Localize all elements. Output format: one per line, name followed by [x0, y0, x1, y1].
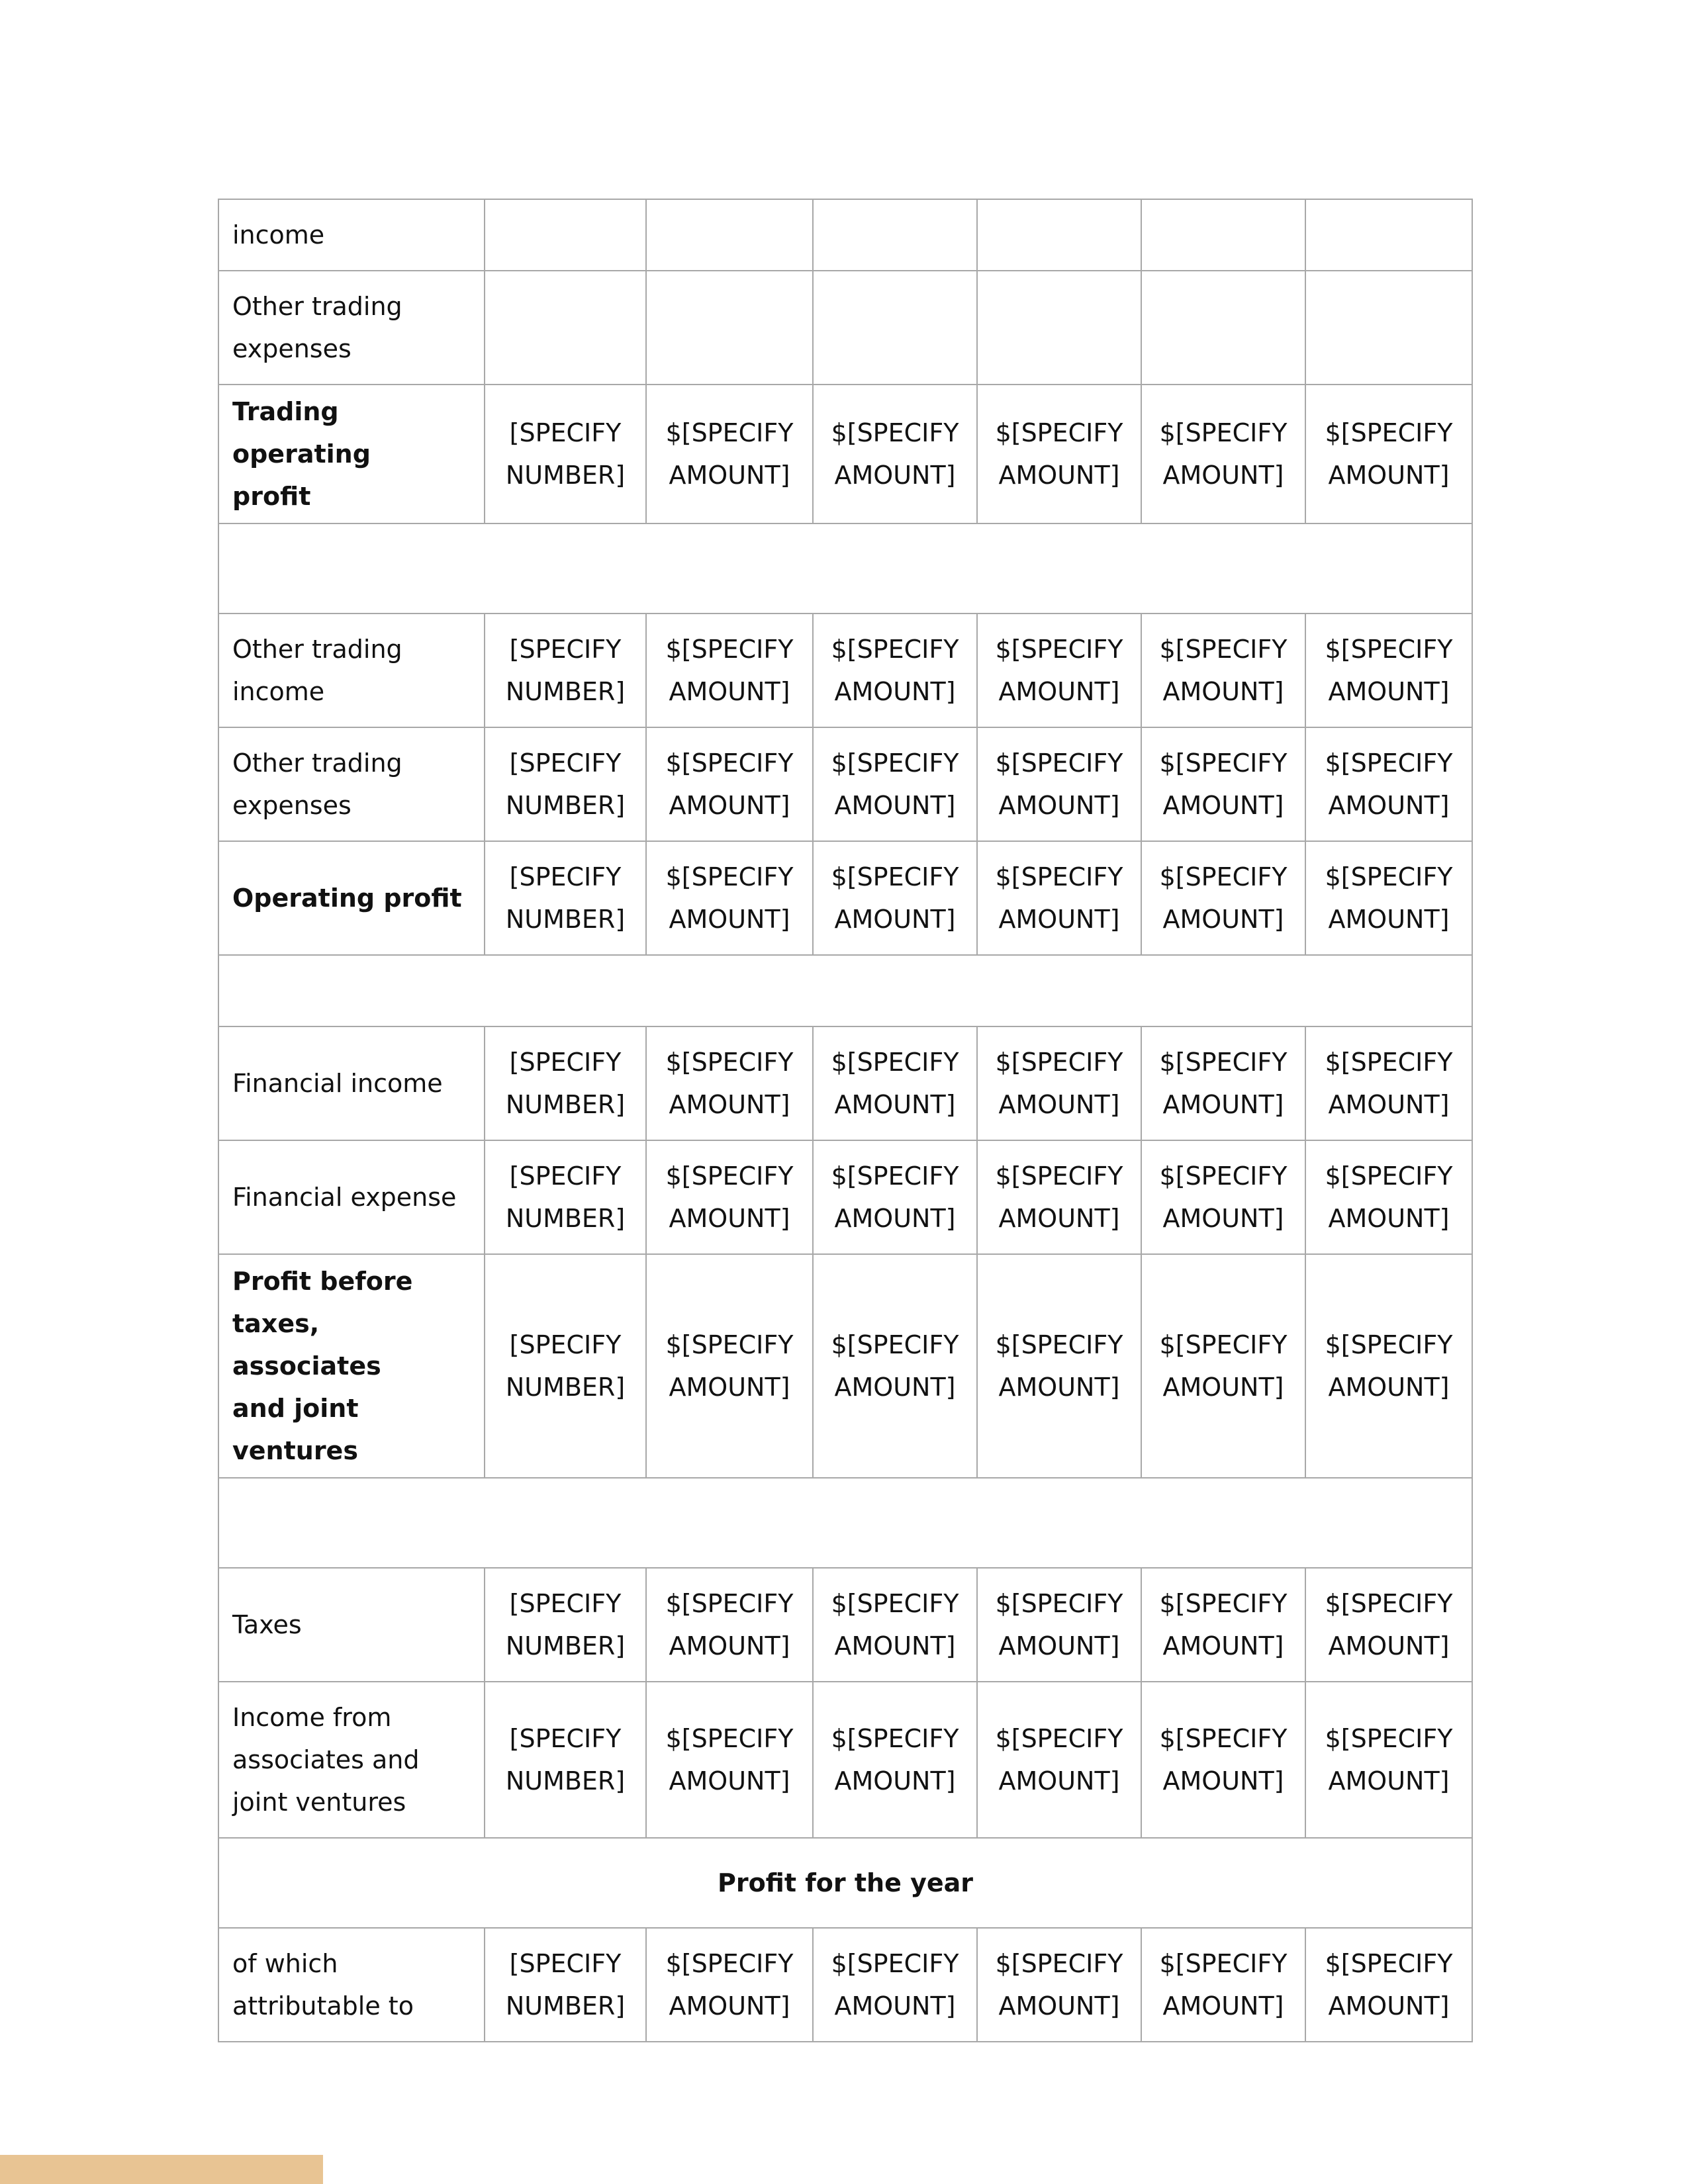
income-statement-table: [218, 199, 1473, 2042]
row-label-line: expenses: [232, 334, 352, 363]
cell-line: AMOUNT]: [1328, 791, 1450, 820]
cell-line: AMOUNT]: [834, 791, 956, 820]
cell-line: [SPECIFY: [509, 1724, 622, 1753]
cell-line: $[SPECIFY: [1159, 862, 1288, 891]
cell-line: NUMBER]: [505, 677, 626, 706]
amount-cell: [646, 1682, 813, 1838]
cell-line: $[SPECIFY: [665, 418, 794, 447]
amount-cell: [977, 1254, 1141, 1478]
cell-line: AMOUNT]: [834, 677, 956, 706]
cell-line: AMOUNT]: [1328, 461, 1450, 490]
amount-cell: [977, 1682, 1141, 1838]
cell-line: $[SPECIFY: [1159, 1589, 1288, 1618]
table-row: [218, 727, 1472, 841]
table-row: [218, 1682, 1472, 1838]
cell-line: AMOUNT]: [1328, 1204, 1450, 1233]
cell-line: $[SPECIFY: [831, 635, 959, 664]
table-row: [218, 1140, 1472, 1254]
cell-line: AMOUNT]: [998, 1766, 1120, 1796]
cell-line: NUMBER]: [505, 1766, 626, 1796]
cell-line: AMOUNT]: [669, 677, 790, 706]
amount-cell: [646, 727, 813, 841]
cell-line: AMOUNT]: [1162, 905, 1284, 934]
cell-line: AMOUNT]: [1162, 1991, 1284, 2021]
cell-line: $[SPECIFY: [831, 1048, 959, 1077]
amount-cell: [646, 841, 813, 955]
table-row: [218, 1838, 1472, 1928]
cell-line: AMOUNT]: [1328, 1373, 1450, 1402]
number-cell: [485, 1682, 646, 1838]
cell-line: AMOUNT]: [834, 1373, 956, 1402]
row-label: [218, 385, 485, 523]
cell-line: $[SPECIFY: [995, 1161, 1123, 1191]
amount-cell: [813, 385, 977, 523]
amount-cell: [646, 199, 813, 271]
cell-line: [SPECIFY: [509, 1589, 622, 1618]
cell-line: AMOUNT]: [1328, 677, 1450, 706]
amount-cell: [1141, 841, 1305, 955]
row-label-line: income: [232, 220, 325, 250]
cell-line: AMOUNT]: [998, 1090, 1120, 1119]
cell-line: AMOUNT]: [1162, 791, 1284, 820]
cell-line: AMOUNT]: [998, 905, 1120, 934]
amount-cell: [813, 1140, 977, 1254]
amount-cell: [1305, 1026, 1472, 1140]
cell-line: NUMBER]: [505, 791, 626, 820]
cell-line: $[SPECIFY: [995, 418, 1123, 447]
section-heading: Profit for the year: [218, 1838, 1472, 1928]
cell-line: $[SPECIFY: [831, 1949, 959, 1978]
row-label-line: Other trading: [232, 749, 402, 778]
amount-cell: [646, 1568, 813, 1682]
amount-cell: [1305, 1254, 1472, 1478]
amount-cell: [1141, 1026, 1305, 1140]
amount-cell: [1141, 1140, 1305, 1254]
amount-cell: [813, 841, 977, 955]
amount-cell: [813, 1568, 977, 1682]
number-cell: [485, 1140, 646, 1254]
table-body: [218, 199, 1472, 2042]
amount-cell: [1141, 1254, 1305, 1478]
row-label: [218, 199, 485, 271]
table-row: [218, 523, 1472, 614]
cell-line: AMOUNT]: [1162, 1766, 1284, 1796]
amount-cell: [646, 1928, 813, 2042]
cell-line: AMOUNT]: [1162, 461, 1284, 490]
cell-line: $[SPECIFY: [831, 1724, 959, 1753]
number-cell: [485, 841, 646, 955]
number-cell: [485, 271, 646, 385]
amount-cell: [977, 1568, 1141, 1682]
cell-line: $[SPECIFY: [1159, 418, 1288, 447]
cell-line: $[SPECIFY: [995, 1048, 1123, 1077]
row-label: [218, 1140, 485, 1254]
cell-line: $[SPECIFY: [831, 418, 959, 447]
cell-line: AMOUNT]: [1328, 905, 1450, 934]
cell-line: AMOUNT]: [669, 1631, 790, 1661]
cell-line: AMOUNT]: [834, 461, 956, 490]
cell-line: [SPECIFY: [509, 1949, 622, 1978]
cell-line: NUMBER]: [505, 461, 626, 490]
cell-line: AMOUNT]: [1162, 1204, 1284, 1233]
cell-line: $[SPECIFY: [665, 1330, 794, 1359]
cell-line: NUMBER]: [505, 1631, 626, 1661]
cell-line: AMOUNT]: [669, 1204, 790, 1233]
row-label: [218, 271, 485, 385]
spacer-cell: [218, 955, 1472, 1026]
amount-cell: [1305, 841, 1472, 955]
cell-line: $[SPECIFY: [1159, 1048, 1288, 1077]
cell-line: AMOUNT]: [1328, 1766, 1450, 1796]
amount-cell: [813, 1254, 977, 1478]
row-label-line: Operating profit: [232, 884, 462, 913]
row-label: [218, 1928, 485, 2042]
amount-cell: [1141, 727, 1305, 841]
cell-line: $[SPECIFY: [1325, 1048, 1453, 1077]
table-row: [218, 1026, 1472, 1140]
cell-line: [SPECIFY: [509, 1161, 622, 1191]
cell-line: $[SPECIFY: [995, 635, 1123, 664]
amount-cell: [1305, 614, 1472, 727]
cell-line: NUMBER]: [505, 905, 626, 934]
table-row: [218, 614, 1472, 727]
table-row: [218, 199, 1472, 271]
cell-line: $[SPECIFY: [995, 1330, 1123, 1359]
row-label-line: Profit before: [232, 1267, 413, 1296]
number-cell: [485, 1026, 646, 1140]
row-label-line: Other trading: [232, 292, 402, 321]
amount-cell: [813, 271, 977, 385]
table-row: [218, 1568, 1472, 1682]
cell-line: $[SPECIFY: [665, 1949, 794, 1978]
row-label: [218, 841, 485, 955]
number-cell: [485, 614, 646, 727]
row-label-line: expenses: [232, 791, 352, 820]
cell-line: $[SPECIFY: [665, 1589, 794, 1618]
amount-cell: [1141, 1928, 1305, 2042]
number-cell: [485, 385, 646, 523]
cell-line: AMOUNT]: [669, 1090, 790, 1119]
cell-line: NUMBER]: [505, 1090, 626, 1119]
cell-line: $[SPECIFY: [995, 1949, 1123, 1978]
amount-cell: [1305, 385, 1472, 523]
cell-line: [SPECIFY: [509, 635, 622, 664]
cell-line: AMOUNT]: [998, 1204, 1120, 1233]
cell-line: [SPECIFY: [509, 749, 622, 778]
spacer-cell: [218, 523, 1472, 614]
cell-line: AMOUNT]: [834, 1766, 956, 1796]
table-row: [218, 955, 1472, 1026]
amount-cell: [977, 1928, 1141, 2042]
number-cell: [485, 1928, 646, 2042]
cell-line: AMOUNT]: [834, 905, 956, 934]
cell-line: $[SPECIFY: [995, 862, 1123, 891]
cell-line: AMOUNT]: [669, 1373, 790, 1402]
amount-cell: [813, 614, 977, 727]
cell-line: $[SPECIFY: [1325, 1724, 1453, 1753]
cell-line: $[SPECIFY: [995, 1589, 1123, 1618]
cell-line: AMOUNT]: [669, 791, 790, 820]
cell-line: $[SPECIFY: [665, 1161, 794, 1191]
cell-line: $[SPECIFY: [1325, 862, 1453, 891]
cell-line: [SPECIFY: [509, 862, 622, 891]
row-label-line: Trading operating: [232, 397, 371, 469]
amount-cell: [1305, 727, 1472, 841]
amount-cell: [813, 199, 977, 271]
cell-line: AMOUNT]: [1328, 1090, 1450, 1119]
cell-line: [SPECIFY: [509, 1330, 622, 1359]
cell-line: $[SPECIFY: [831, 862, 959, 891]
cell-line: AMOUNT]: [1162, 1631, 1284, 1661]
amount-cell: [977, 614, 1141, 727]
cell-line: $[SPECIFY: [665, 635, 794, 664]
amount-cell: [1141, 199, 1305, 271]
cell-line: $[SPECIFY: [1159, 1949, 1288, 1978]
row-label-line: Other trading: [232, 635, 402, 664]
table-row: [218, 1254, 1472, 1478]
table-row: [218, 385, 1472, 523]
cell-line: $[SPECIFY: [1159, 1161, 1288, 1191]
footer-accent-bar: [0, 2155, 323, 2184]
cell-line: $[SPECIFY: [831, 749, 959, 778]
row-label-line: joint ventures: [232, 1788, 406, 1817]
cell-line: NUMBER]: [505, 1991, 626, 2021]
cell-line: $[SPECIFY: [1325, 1161, 1453, 1191]
number-cell: [485, 727, 646, 841]
amount-cell: [977, 841, 1141, 955]
amount-cell: [1141, 271, 1305, 385]
table-row: [218, 1478, 1472, 1568]
cell-line: AMOUNT]: [998, 1991, 1120, 2021]
amount-cell: [977, 1026, 1141, 1140]
amount-cell: [1141, 1568, 1305, 1682]
table-row: [218, 1928, 1472, 2042]
cell-line: $[SPECIFY: [831, 1161, 959, 1191]
cell-line: [SPECIFY: [509, 1048, 622, 1077]
cell-line: $[SPECIFY: [831, 1330, 959, 1359]
cell-line: AMOUNT]: [1162, 1090, 1284, 1119]
row-label-line: Taxes: [232, 1610, 302, 1639]
amount-cell: [1305, 199, 1472, 271]
cell-line: $[SPECIFY: [995, 1724, 1123, 1753]
cell-line: AMOUNT]: [669, 1766, 790, 1796]
row-label-line: taxes, associates: [232, 1309, 381, 1381]
cell-line: $[SPECIFY: [665, 749, 794, 778]
cell-line: AMOUNT]: [1328, 1631, 1450, 1661]
number-cell: [485, 199, 646, 271]
spacer-cell: [218, 1478, 1472, 1568]
amount-cell: [813, 1682, 977, 1838]
amount-cell: [1141, 614, 1305, 727]
cell-line: $[SPECIFY: [1325, 749, 1453, 778]
amount-cell: [646, 385, 813, 523]
cell-line: $[SPECIFY: [1159, 1724, 1288, 1753]
cell-line: AMOUNT]: [1162, 1373, 1284, 1402]
row-label-line: associates and: [232, 1745, 420, 1774]
row-label: [218, 1682, 485, 1838]
cell-line: [SPECIFY: [509, 418, 622, 447]
cell-line: AMOUNT]: [834, 1631, 956, 1661]
cell-line: $[SPECIFY: [1325, 1949, 1453, 1978]
row-label: [218, 1026, 485, 1140]
row-label-line: of which: [232, 1949, 338, 1978]
cell-line: $[SPECIFY: [1325, 418, 1453, 447]
cell-line: AMOUNT]: [834, 1090, 956, 1119]
cell-line: AMOUNT]: [834, 1204, 956, 1233]
row-label-line: Financial expense: [232, 1183, 457, 1212]
amount-cell: [646, 271, 813, 385]
row-label-line: Financial income: [232, 1069, 443, 1098]
amount-cell: [646, 614, 813, 727]
table-row: [218, 841, 1472, 955]
amount-cell: [813, 1928, 977, 2042]
amount-cell: [977, 727, 1141, 841]
cell-line: AMOUNT]: [998, 677, 1120, 706]
amount-cell: [1305, 1928, 1472, 2042]
amount-cell: [646, 1026, 813, 1140]
cell-line: $[SPECIFY: [1325, 1330, 1453, 1359]
cell-line: AMOUNT]: [669, 905, 790, 934]
amount-cell: [646, 1254, 813, 1478]
amount-cell: [813, 1026, 977, 1140]
cell-line: $[SPECIFY: [665, 862, 794, 891]
amount-cell: [813, 727, 977, 841]
amount-cell: [1305, 1140, 1472, 1254]
amount-cell: [646, 1140, 813, 1254]
cell-line: $[SPECIFY: [1325, 635, 1453, 664]
cell-line: AMOUNT]: [998, 461, 1120, 490]
cell-line: AMOUNT]: [1328, 1991, 1450, 2021]
cell-line: AMOUNT]: [998, 1631, 1120, 1661]
cell-line: NUMBER]: [505, 1204, 626, 1233]
row-label-line: attributable to: [232, 1991, 414, 2021]
cell-line: AMOUNT]: [1162, 677, 1284, 706]
row-label-line: and joint ventures: [232, 1394, 359, 1465]
cell-line: $[SPECIFY: [995, 749, 1123, 778]
cell-line: AMOUNT]: [669, 1991, 790, 2021]
row-label-line: Income from: [232, 1703, 392, 1732]
amount-cell: [1305, 1568, 1472, 1682]
amount-cell: [1305, 1682, 1472, 1838]
number-cell: [485, 1254, 646, 1478]
table-row: [218, 271, 1472, 385]
amount-cell: [1141, 385, 1305, 523]
cell-line: $[SPECIFY: [831, 1589, 959, 1618]
cell-line: $[SPECIFY: [1159, 1330, 1288, 1359]
cell-line: $[SPECIFY: [1159, 635, 1288, 664]
amount-cell: [977, 385, 1141, 523]
cell-line: NUMBER]: [505, 1373, 626, 1402]
row-label-line: income: [232, 677, 325, 706]
row-label: [218, 1254, 485, 1478]
cell-line: $[SPECIFY: [665, 1048, 794, 1077]
cell-line: AMOUNT]: [669, 461, 790, 490]
cell-line: AMOUNT]: [834, 1991, 956, 2021]
amount-cell: [1141, 1682, 1305, 1838]
row-label: [218, 727, 485, 841]
amount-cell: [977, 1140, 1141, 1254]
row-label: [218, 1568, 485, 1682]
row-label: [218, 614, 485, 727]
cell-line: AMOUNT]: [998, 1373, 1120, 1402]
number-cell: [485, 1568, 646, 1682]
cell-line: $[SPECIFY: [1325, 1589, 1453, 1618]
cell-line: $[SPECIFY: [1159, 749, 1288, 778]
cell-line: AMOUNT]: [998, 791, 1120, 820]
amount-cell: [1305, 271, 1472, 385]
amount-cell: [977, 271, 1141, 385]
row-label-line: profit: [232, 482, 311, 511]
amount-cell: [977, 199, 1141, 271]
cell-line: $[SPECIFY: [665, 1724, 794, 1753]
